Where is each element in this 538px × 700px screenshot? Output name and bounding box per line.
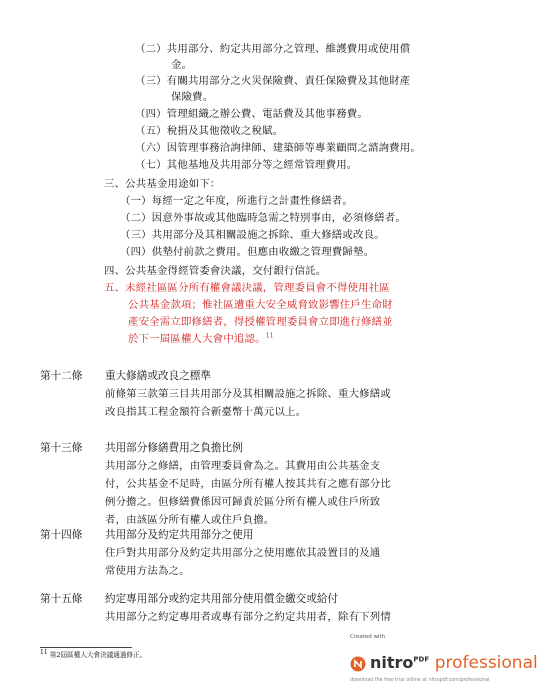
section-5-line-1: 五、未經社區區分所有權會議決議，管理委員會不得使用社區 — [104, 282, 390, 294]
section-5-line-4-text: 於下一屆區權人大會中追認。 — [128, 333, 266, 345]
footnote — [40, 648, 147, 660]
badge-created-with: Created with — [350, 634, 386, 640]
item-2-2-line-1: （二）共用部分、約定共用部分之管理、維護費用或使用償 — [135, 43, 411, 55]
item-3-1: （一）每經一定之年度，所進行之計畫性修繕者。 — [120, 195, 353, 207]
article-14-body-2: 常使用方法為之。 — [105, 565, 190, 577]
footnote-divider — [40, 647, 132, 648]
article-12-number: 第十二條 — [40, 370, 83, 382]
footnote-ref: 11 — [265, 332, 274, 340]
nitro-logo-icon — [350, 656, 366, 672]
item-2-7: （七）其他基地及共用部分等之經常管理費用。 — [135, 159, 358, 171]
article-15-body-1: 共用部分之約定專用者或專有部分之約定共用者，除有下列情 — [105, 611, 391, 623]
item-3-3: （三）共用部分及其相關設施之拆除、重大修繕或改良。 — [120, 229, 385, 241]
badge-brand-sup: PDF — [413, 655, 430, 664]
section-3-heading: 三、公共基金用途如下： — [104, 178, 221, 190]
article-13-title: 共用部分修繕費用之負擔比例 — [105, 442, 243, 454]
item-3-4: （四）供墊付前款之費用。但應由收繳之管理費歸墊。 — [120, 246, 375, 258]
article-15-number: 第十五條 — [40, 593, 83, 605]
nitro-pdf-badge — [348, 634, 538, 690]
article-15-title: 約定專用部分或約定共用部分使用償金繳交或給付 — [105, 593, 339, 605]
item-2-6: （六）因管理事務洽詢律師、建築師等專業顧問之諮詢費用。 — [135, 142, 421, 154]
article-12-title: 重大修繕或改良之標準 — [105, 370, 211, 382]
section-5-line-4 — [128, 332, 274, 346]
item-2-5: （五）稅捐及其他徵收之稅賦。 — [135, 125, 284, 137]
item-2-3-line-2: 保險費。 — [171, 91, 214, 103]
badge-brand-suffix: professional — [434, 653, 538, 673]
article-13-number: 第十三條 — [40, 442, 83, 454]
article-14-body-1: 住戶對共用部分及約定共用部分之使用應依其設置目的及通 — [105, 547, 381, 559]
item-2-4: （四）管理組織之辦公費、電話費及其他事務費。 — [135, 108, 368, 120]
article-13-body-2: 付，公共基金不足時，由區分所有權人按其共有之應有部分比 — [105, 478, 391, 490]
article-12-body-2: 改良指其工程金額符合新臺幣十萬元以上。 — [105, 406, 307, 418]
badge-tagline: download the free trial online at nitropdf.com/professional — [350, 678, 490, 683]
article-12-body-1: 前條第三款第三目共用部分及其相關設施之拆除、重大修繕或 — [105, 388, 391, 400]
item-2-2-line-2: 金。 — [171, 59, 193, 71]
badge-brand-name: nitro — [370, 653, 414, 672]
item-2-3-line-1: （三）有關共用部分之火災保險費、責任保險費及其他財產 — [135, 75, 411, 87]
section-4: 四、公共基金得經管委會決議，交付銀行信託。 — [104, 265, 327, 277]
section-5-line-3: 產安全需立即修繕者，得授權管理委員會立即進行修繕並 — [128, 316, 393, 328]
section-5-line-2: 公共基金款項；惟社區遭重大安全威脅致影響住戶生命財 — [128, 299, 393, 311]
article-14-number: 第十四條 — [40, 529, 83, 541]
article-13-body-4: 者，由該區分所有權人或住戶負擔。 — [105, 514, 275, 526]
badge-brand — [370, 653, 538, 673]
article-14-title: 共用部分及約定共用部分之使用 — [105, 529, 254, 541]
footnote-text: 第2屆區權人大會決議通過修正。 — [49, 651, 147, 659]
article-13-body-1: 共用部分之修繕，由管理委員會為之。其費用由公共基金支 — [105, 460, 381, 472]
article-13-body-3: 例分擔之。但修繕費係因可歸責於區分所有權人或住戶所致 — [105, 496, 381, 508]
item-3-2: （二）因意外事故或其他臨時急需之特別事由，必須修繕者。 — [120, 212, 406, 224]
footnote-number: 11 — [40, 648, 48, 656]
